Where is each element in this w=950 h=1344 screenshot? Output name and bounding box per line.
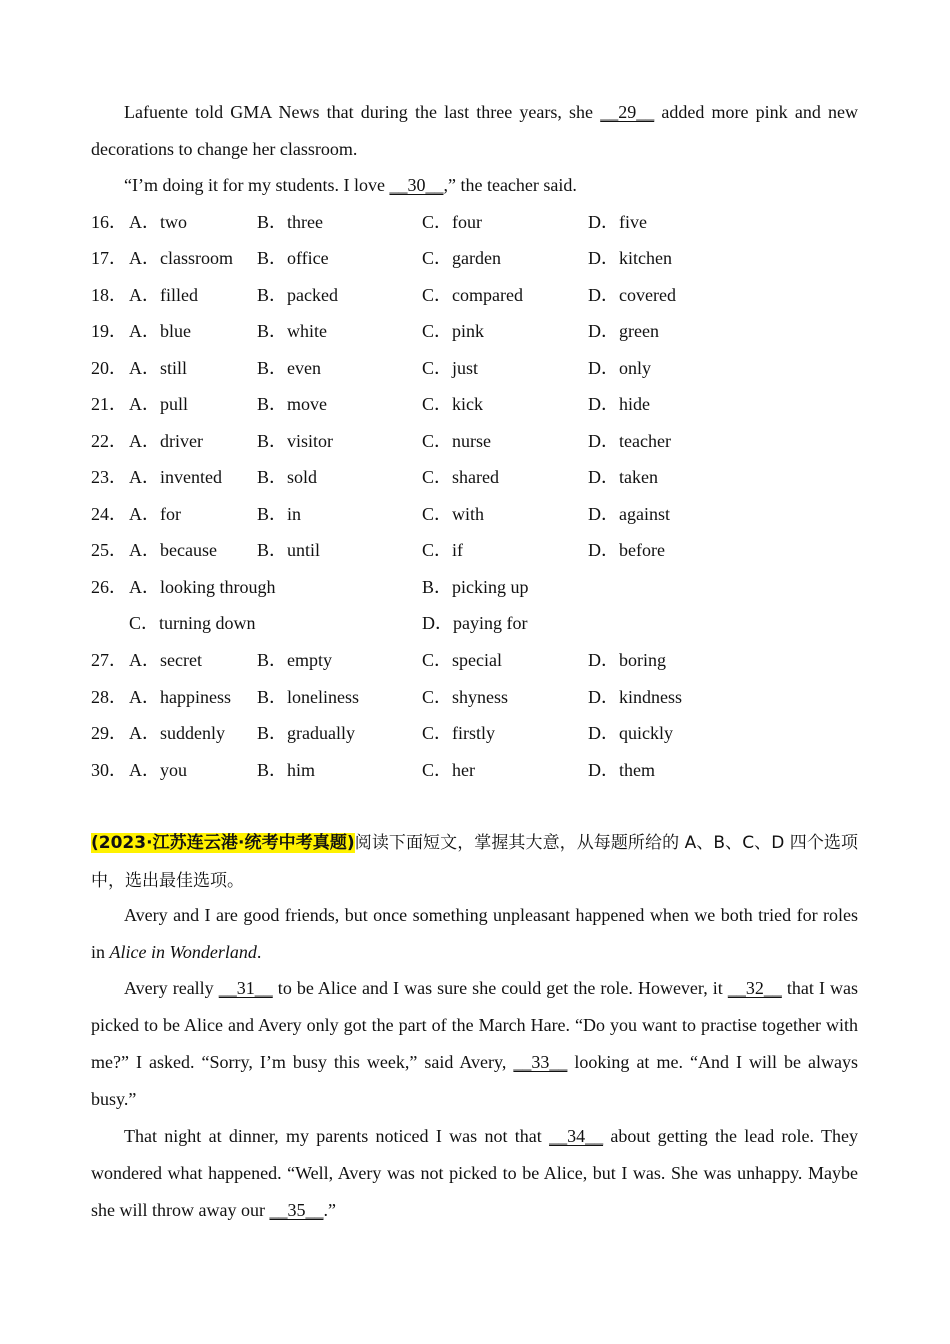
blank-34: __34__ [549, 1126, 604, 1146]
option-a: A．driver [129, 431, 203, 451]
blank-32: __32__ [727, 978, 782, 998]
question-number: 19． [91, 321, 127, 341]
passage-paragraph [91, 1118, 858, 1229]
option-c: C．with [422, 504, 485, 524]
paragraph-text: looking at me. “And I will be always busy.” [91, 1052, 858, 1109]
option-d: D．kitchen [588, 248, 672, 268]
option-d: D．five [588, 212, 647, 232]
option-b: B．move [257, 394, 327, 414]
option-a: A．secret [129, 650, 202, 670]
option-a: A．for [129, 504, 181, 524]
option-a: A．still [129, 358, 188, 378]
question-number: 29． [91, 723, 127, 743]
option-a: A．pull [129, 394, 189, 414]
option-b: B．empty [257, 650, 332, 670]
paragraph-text: that I was picked to be Alice and Avery only got the part of the March Hare. “Do you want to practise together with me?” I asked. “Sorry, I’m busy this week,” said Avery, [91, 978, 858, 1072]
option-d: D．only [588, 358, 651, 378]
option-c: C．shared [422, 467, 499, 487]
question-row [91, 386, 861, 423]
paragraph-text: Avery and I are good friends, but once something unpleasant happened when we both tried for roles in [91, 905, 858, 962]
paragraph-text: Avery really [124, 978, 219, 998]
question-number: 25． [91, 540, 127, 560]
paragraph-text: to be Alice and I was sure she could get the role. However, it [272, 978, 728, 998]
passage-paragraph [91, 897, 858, 971]
option-b: B．him [257, 760, 316, 780]
option-c: C．turning down [129, 613, 256, 633]
option-a: A．invented [129, 467, 222, 487]
question-row [91, 277, 861, 314]
option-b: B．visitor [257, 431, 334, 451]
option-a: A．you [129, 760, 187, 780]
option-d: D．paying for [422, 613, 528, 633]
question-number: 28． [91, 687, 127, 707]
question-row [91, 642, 861, 679]
option-b: B．gradually [257, 723, 355, 743]
option-d: D．kindness [588, 687, 682, 707]
option-a: A．two [129, 212, 187, 232]
blank-35: __35__ [269, 1200, 324, 1220]
option-d: D．hide [588, 394, 650, 414]
question-row-continued [91, 605, 861, 642]
paragraph-text: ,” the teacher said. [443, 175, 577, 195]
option-b: B．sold [257, 467, 318, 487]
question-row [91, 569, 861, 606]
option-b: B．in [257, 504, 302, 524]
passage-paragraph [91, 970, 858, 1118]
option-a: A．classroom [129, 248, 233, 268]
option-c: C．kick [422, 394, 483, 414]
blank-31: __31__ [218, 978, 273, 998]
paragraph-text: “I’m doing it for my students. I love [124, 175, 390, 195]
question-row [91, 715, 861, 752]
question-row [91, 350, 861, 387]
option-d: D．green [588, 321, 659, 341]
option-c: C．firstly [422, 723, 496, 743]
question-row [91, 532, 861, 569]
option-a: A．happiness [129, 687, 231, 707]
question-number: 18． [91, 285, 127, 305]
option-d: D．boring [588, 650, 666, 670]
option-a: A．because [129, 540, 217, 560]
paragraph-text: That night at dinner, my parents noticed I was not that [124, 1126, 550, 1146]
question-row [91, 459, 861, 496]
paragraph-text: .” [323, 1200, 336, 1220]
passage-paragraph [91, 94, 858, 168]
paragraph-text: about getting the lead role. They wondered what happened. “Well, Avery was not picked to be Alice, but I was. She was unhappy. Maybe she will throw away our [91, 1126, 858, 1220]
source-tag: (2023·江苏连云港·统考中考真题) [91, 833, 355, 853]
option-c: C．if [422, 540, 464, 560]
option-d: D．teacher [588, 431, 671, 451]
option-d: D．covered [588, 285, 676, 305]
option-b: B．even [257, 358, 321, 378]
option-b: B．packed [257, 285, 338, 305]
option-c: C．just [422, 358, 479, 378]
question-row [91, 752, 861, 789]
question-number: 23． [91, 467, 127, 487]
paragraph-text: . [256, 942, 262, 962]
paragraph-text: Lafuente told GMA News that during the last three years, she [124, 102, 601, 122]
option-c: C．four [422, 212, 482, 232]
option-c: C．her [422, 760, 475, 780]
option-b: B．until [257, 540, 321, 560]
option-b: B．loneliness [257, 687, 359, 707]
option-c: C．pink [422, 321, 485, 341]
option-a: A．looking through [129, 577, 276, 597]
blank-33: __33__ [513, 1052, 568, 1072]
question-row [91, 313, 861, 350]
option-c: C．nurse [422, 431, 491, 451]
section-instruction [91, 824, 858, 900]
option-a: A．suddenly [129, 723, 225, 743]
question-row [91, 423, 861, 460]
question-number: 22． [91, 431, 127, 451]
option-c: C．compared [422, 285, 523, 305]
option-b: B．white [257, 321, 327, 341]
instruction-text: 阅读下面短文，掌握其大意，从每题所给的 A、B、C、D 四个选项中，选出最佳选项。 [91, 833, 858, 891]
option-d: D．taken [588, 467, 658, 487]
blank-30: __30__ [389, 175, 444, 195]
option-b: B．picking up [422, 577, 529, 597]
option-d: D．them [588, 760, 655, 780]
question-row [91, 679, 861, 716]
option-a: A．filled [129, 285, 198, 305]
question-number: 26． [91, 577, 127, 597]
option-a: A．blue [129, 321, 191, 341]
option-b: B．office [257, 248, 329, 268]
paragraph-text: added more pink and new decorations to change her classroom. [91, 102, 858, 159]
option-c: C．special [422, 650, 502, 670]
question-number: 20． [91, 358, 127, 378]
question-number: 24． [91, 504, 127, 524]
book-title: Alice in Wonderland [109, 942, 257, 962]
option-d: D．quickly [588, 723, 673, 743]
question-number: 30． [91, 760, 127, 780]
option-c: C．shyness [422, 687, 509, 707]
option-d: D．against [588, 504, 670, 524]
option-d: D．before [588, 540, 665, 560]
question-number: 16． [91, 212, 127, 232]
option-b: B．three [257, 212, 323, 232]
question-row [91, 496, 861, 533]
question-row [91, 240, 861, 277]
question-number: 17． [91, 248, 127, 268]
question-row [91, 204, 861, 241]
option-c: C．garden [422, 248, 501, 268]
passage-paragraph [91, 167, 858, 204]
question-number: 21． [91, 394, 127, 414]
blank-29: __29__ [600, 102, 655, 122]
question-number: 27． [91, 650, 127, 670]
